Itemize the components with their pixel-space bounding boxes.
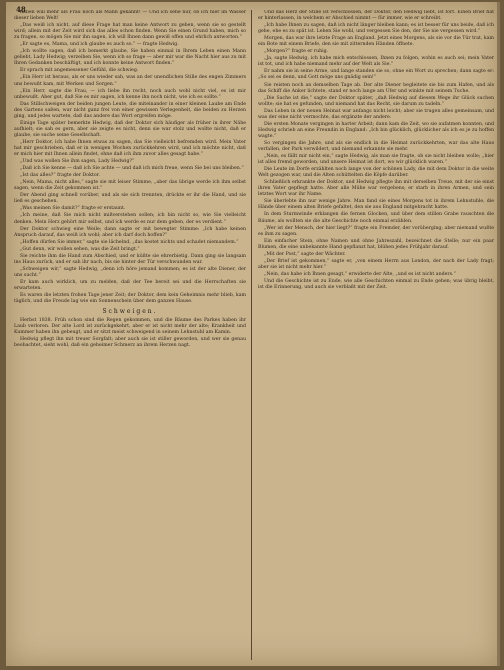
column-divider — [251, 10, 252, 660]
article-paragraph: „Wer ist der Mensch, der hier liegt?“ fragte ein Fremder, der vorüberging; aber niemand wußte es ihm zu sagen. — [258, 225, 494, 237]
article-paragraph: Hedwig pflegt ihn mit treuer Sorgfalt; aber auch sie ist stiller geworden, und wer sie genau beobachtet, sieht wohl, daß ein geheimer Schmerz an ihrem Herzen nagt. — [14, 337, 246, 349]
article-paragraph: Die ersten Monate vergingen in harter Arbeit; dann kam die Zeit, wo sie aufatmen konnten, und Hedwig schrieb an eine Freundin in England: „Ich bin glücklich, glücklicher als ich es je zu hoffen wagte.“ — [258, 121, 494, 139]
article-paragraph: Er sprach mit angemessener Gefühl, die schwieg. — [20, 68, 139, 74]
article-paragraph: „Mit der Post,“ sagte der Wächter. — [264, 251, 346, 257]
article-paragraph: „Nein, das habe ich Ihnen gesagt,“ erwiderte der Alte, „und es ist nicht anders.“ — [264, 271, 456, 277]
article-paragraph: In dem Sturmwinde erklangen die fernen Glocken, und über dem stillen Grabe rauschten die Bäume, als wollten sie die alte Geschichte noch einmal erzählen. — [258, 212, 494, 224]
article-paragraph: „Ja, sagte Hedwig, ich habe mich entschlossen, Ihnen zu folgen, wohin es auch sei; mein Vater ist tot, und ich habe niemand mehr auf der Welt als Sie.“ — [258, 56, 494, 68]
article-paragraph: haben will mehr als Frau noch als Mann gekannt! — Und ich sehe nur, ob ich hier im Wasser dieser lieben Welt! — [14, 10, 246, 22]
left-column — [14, 10, 246, 660]
page-edge — [497, 2, 500, 666]
article-paragraph: „Der Brief ist gekommen,“ sagte er, „von einem Herrn aus London, der nach der Lady fragt; aber sie ist nicht mehr hier.“ — [258, 258, 494, 270]
article-paragraph: „Daß ich Sie kenne — daß ich Sie achte — und daß ich mich freue, wenn Sie bei uns bleiben.“ — [20, 166, 244, 172]
article-paragraph: „Was meinen Sie damit?“ fragte er erstaunt. — [20, 206, 126, 212]
article-paragraph: Der Abend ging schnell vorüber, und als sie sich trennten, drückte er ihr die Hand, und sie ließ es geschehen. — [14, 193, 246, 205]
article-paragraph: „Ich habe Ihnen zu sagen, daß ich nicht länger bleiben kann; es ist besser für uns beide, daß ich gehe, ehe es zu spät ist. Leben Sie wohl, und vergessen Sie den, der Sie nie vergessen wird.“ — [258, 23, 494, 35]
article-paragraph: „Ich wollte sagen, daß ich bemerkt glaube, Sie haben einmal in Ihrem Leben einen Mann geliebt, Lady Hedwig; verzeihen Sie, wenn ich so frage — aber mir war die Nacht hier aus zu mit Ihren Gedanken beschäftigt, und ich konnte keine Antwort finden.“ — [14, 49, 246, 67]
article-paragraph: Morgen, das war ihre letzte Frage an England. Jetzt eines Morgens, als sie vor die Tür trat, kam ein Bote mit einem Briefe, den sie mit zitternden Händen öffnete. — [258, 36, 494, 48]
article-paragraph: Und die Geschichte ist zu Ende, wie alle Geschichten einmal zu Ende gehen; was übrig bleibt, ist die Erinnerung, und auch sie verblaßt mit der Zeit. — [258, 278, 494, 290]
article-paragraph: Der Doktor schwieg eine Weile; dann sagte er mit bewegter Stimme: „Ich habe keinen Anspruch darauf, das weiß ich wohl; aber ich darf doch hoffen?“ — [14, 226, 246, 238]
article-paragraph: „Schweigen wir,“ sagte Hedwig, „denn ich höre jemand kommen; es ist der alte Diener, der uns sucht.“ — [14, 266, 246, 278]
article-paragraph: „Ein Herr ist heraus, als er uns wieder sah, was an der unendlichen Stille des engen Zimmers uns bewußt kam, mit Werken und Sorgen.“ — [14, 75, 246, 87]
article-paragraph: Das Leben in der neuen Heimat war anfangs nicht leicht; aber sie trugen alles gemeinsam, und was der eine nicht vermochte, das ergänzte der andere. — [258, 108, 494, 120]
article-paragraph: Einige Tage später bemerkte Hedwig, daß der Doktor sich häufiger als früher in ihrer Nähe aufhielt; sie sah es gern, aber sie zeigte es nicht, denn sie war stolz und wollte nicht, daß er glaube, sie suche seine Gesellschaft. — [14, 120, 246, 138]
section-heading: Schweigen. — [102, 308, 158, 316]
article-paragraph: Sie überlebte ihn nur wenige Jahre. Man fand sie eines Morgens tot in ihrem Lehnstuhle, die Hände über einem alten Briefe gefaltet, den sie aus England mitgebracht hatte. — [258, 199, 494, 211]
article-paragraph: „Ich meine, daß Sie mich nicht mißverstehen sollen; ich bin nicht so, wie Sie vielleicht denken. Mein Herz gehört mir selbst, und ich werde es nur dem geben, der es verdient.“ — [14, 213, 246, 225]
article-paragraph: Er nahm sie in seine Arme, und lange standen sie so, ohne ein Wort zu sprechen; dann sagte er: „So sei es denn, und Gott möge uns gnädig sein!“ — [258, 69, 494, 81]
article-paragraph: „Nein, es fällt mir nicht ein,“ sagte Hedwig, als man sie fragte, ob sie nicht bleiben wolle; „hier ist alles fremd geworden, und unsere Heimat ist dort, wo wir glücklich waren.“ — [258, 154, 494, 166]
newspaper-page — [6, 2, 500, 666]
article-paragraph: „Das weiß ich nicht, auf diese Frage hat man keine Antwort zu geben, wenn sie so gestellt wird; allein mit der Zeit wird sich das alles schon finden. Wenn Sie einen Grund haben, mich so zu fragen, so mögen Sie mir ihn sagen, ich will Ihnen dann gewiß offen und ehrlich antworten.“ — [14, 23, 246, 41]
article-paragraph: „Nein, Mama, nicht alles,“ sagte sie mit leiser Stimme, „aber das übrige werde ich ihm selbst sagen, wenn die Zeit gekommen ist.“ — [14, 180, 246, 192]
article-paragraph: „Ein Herr, sagte die Frau, — ich liebe ihn recht, noch auch wohl nicht viel, es ist mir unbewußt. Aber gut, daß Sie es mir sagen, ich kenne ihn noch nicht, wie ich es sollte.“ — [14, 88, 246, 100]
article-paragraph: „Herr Doktor, ich habe Ihnen etwas zu sagen, das Sie vielleicht befremden wird. Mein Vater hat mir geschrieben, daß er in wenigen Wochen zurückkehren wird, und ich möchte nicht, daß er mich hier mit Ihnen allein findet, ohne daß ich ihm zuvor alles gesagt habe.“ — [14, 139, 246, 158]
article-paragraph: Sie reichte ihm die Hand zum Abschied, und er küßte sie ehrerbietig. Dann ging sie langsam ins Haus zurück, und er sah ihr nach, bis sie hinter der Tür verschwunden war. — [14, 253, 246, 265]
article-paragraph: Ein einfacher Stein, ohne Namen und ohne Jahreszahl, bezeichnet die Stelle; nur ein paar Blumen, die eine unbekannte Hand gepflanzt hat, blühen jedes Frühjahr darauf. — [258, 238, 494, 250]
article-paragraph: Das Stillschweigen der beiden jungen Leute, die miteinander in einer kleinen Laube am Ende des Gartens saßen, war nicht ganz frei von einer gewissen Verlegenheit, die beiden zu Herzen ging, und jedes wartete, daß das andere das Wort ergreifen möge. — [14, 101, 246, 119]
article-paragraph: „Er sagte es, Mama, und ich glaube es auch so.“ — fragte Hedwig. — [20, 42, 179, 48]
article-paragraph: Schließlich erkrankte der Doktor, und Hedwig pflegte ihn mit derselben Treue, mit der sie einst ihren Vater gepflegt hatte. Aber alle Mühe war vergebens; er starb in ihren Armen, und sein letztes Wort war ihr Name. — [258, 180, 494, 198]
article-paragraph: „Morgen?“ fragte er ruhig. — [264, 49, 329, 55]
article-paragraph: Und das Herz der Stille ist verschlossen, der Doktor, den Hedwig liebt, ist fort. Einen Brief hat er hinterlassen, in welchem er Abschied nimmt — für immer, wie er schreibt. — [258, 10, 494, 22]
page-number: 48 — [16, 5, 26, 14]
article-paragraph: Die Leute im Dorfe erzählten noch lange von der schönen Lady, die mit dem Doktor in die weite Welt gezogen war, und die Alten schüttelten die Köpfe darüber. — [258, 167, 494, 179]
article-paragraph: Er kam auch wirklich, um zu melden, daß der Tee bereit sei und die Herrschaften sie erwarteten. — [14, 279, 246, 291]
article-paragraph: „Und was wollen Sie ihm sagen, Lady Hedwig?“ — [20, 159, 135, 165]
article-paragraph: Es waren die letzten frohen Tage jener Zeit; der Doktor, dem kein Geheimnis mehr blieb, kam täglich, und die Freude lag wie ein Sonnenschein über dem ganzen Hause. — [14, 293, 246, 305]
article-paragraph: Herbst 1838. Früh schon sind die Regen gekommen, und die Bäume des Parkes haben ihr Laub verloren. Der alte Lord ist zurückgekehrt, aber er ist nicht mehr der alte; Krankheit und Kummer haben ihn gebeugt, und er sitzt meist schweigend in seinem Lehnstuhl am Kamin. — [14, 318, 246, 336]
article-paragraph: „Die Sache ist die,“ sagte der Doktor später, „daß Hedwig auf diesem Wege ihr Glück suchen wollte; sie hat es gefunden, und niemand hat das Recht, sie darum zu tadeln.“ — [258, 95, 494, 107]
right-column — [258, 10, 494, 660]
article-paragraph: Sie reisten noch an demselben Tage ab. Der alte Diener begleitete sie bis zum Hafen, und als das Schiff die Anker lichtete, stand er noch lange am Ufer und winkte mit seinem Tuche. — [258, 82, 494, 94]
article-paragraph: „Gut denn, wir wollen sehen, was die Zeit bringt.“ — [20, 246, 140, 252]
article-paragraph: So vergingen die Jahre, und als sie endlich in die Heimat zurückkehrten, war das alte Haus verfallen, der Park verwildert, und niemand erkannte sie mehr. — [258, 140, 494, 152]
article-paragraph: „Hoffen dürfen Sie immer,“ sagte sie lächelnd, „das kostet nichts und schadet niemandem.“ — [20, 239, 239, 245]
article-paragraph: „Ist das alles?“ fragte der Doktor. — [20, 173, 100, 179]
